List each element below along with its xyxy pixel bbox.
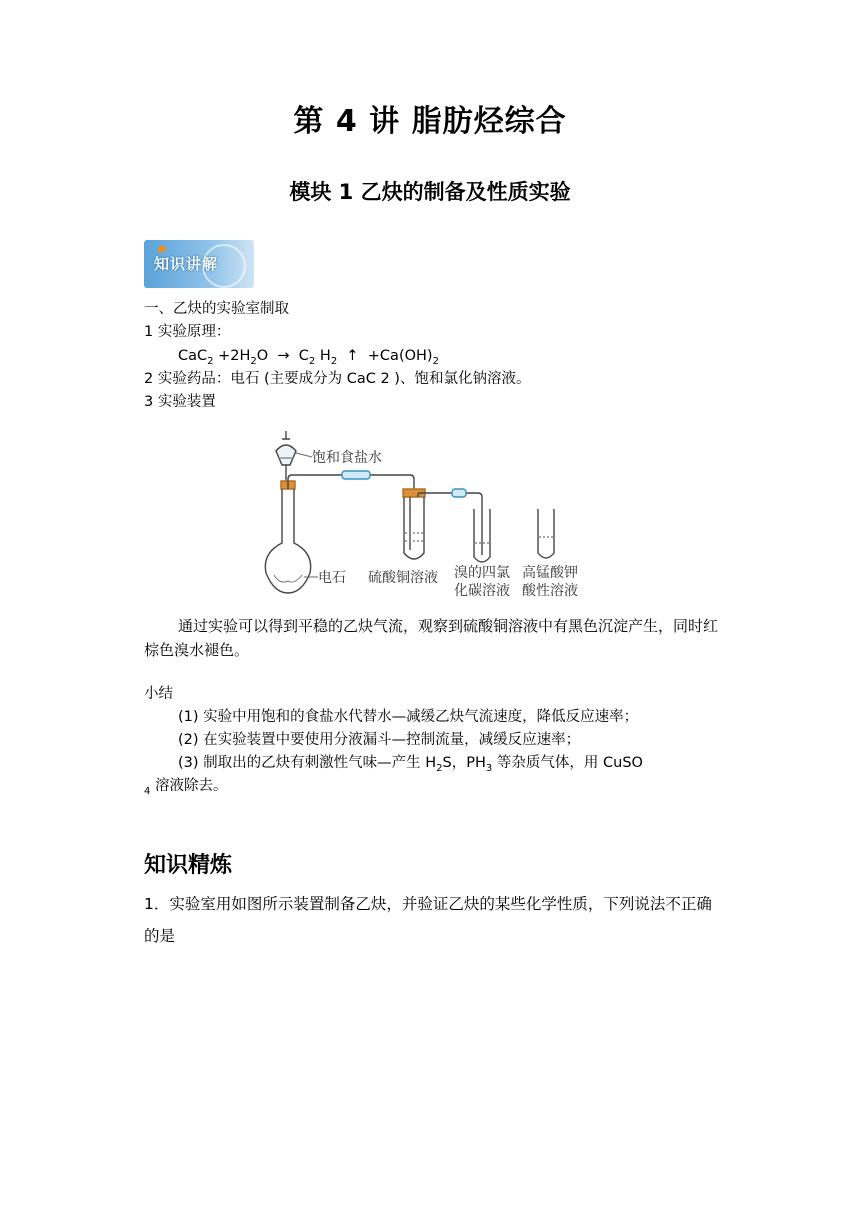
label-funnel: 饱和食盐水 bbox=[312, 450, 382, 466]
eq-reactant2-tail: O bbox=[256, 348, 269, 364]
summary-heading: 小结 bbox=[144, 686, 173, 702]
question-1: 1．实验室用如图所示装置制备乙炔，并验证乙炔的某些化学性质，下列说法不正确的是 bbox=[144, 895, 712, 945]
knowledge-badge bbox=[144, 240, 254, 288]
module-title: 模块 1 乙炔的制备及性质实验 bbox=[289, 180, 571, 204]
eq-arrow: → bbox=[277, 348, 290, 364]
principle-label: 1 实验原理： bbox=[144, 324, 231, 340]
label-tube2-line1: 溴的四氯 bbox=[454, 565, 510, 581]
eq-sub: 2 bbox=[250, 355, 257, 367]
eq-sub: 2 bbox=[308, 355, 316, 367]
eq-sub: 2 bbox=[330, 355, 338, 367]
label-tube3-line1: 高锰酸钾 bbox=[522, 565, 578, 581]
summary-item-1: (1) 实验中用饱和的食盐水代替水—减缓乙炔气流速度，降低反应速率； bbox=[178, 709, 639, 725]
summary-item-3-cont bbox=[144, 775, 227, 803]
eq-product1a: C bbox=[298, 348, 309, 364]
section2-heading: 知识精炼 bbox=[144, 853, 233, 878]
s3-part-d: 溶液除去。 bbox=[150, 778, 228, 794]
s3-part-a: (3) 制取出的乙炔有刺激性气味—产生 H bbox=[178, 755, 437, 771]
separatory-funnel bbox=[276, 445, 296, 465]
summary-item-2: (2) 在实验装置中要使用分液漏斗—控制流量，减缓反应速率； bbox=[178, 732, 581, 748]
label-carbide: 电石 bbox=[318, 570, 346, 586]
eq-gas-arrow: ↑ bbox=[346, 348, 359, 364]
round-bottom-flask bbox=[265, 489, 310, 593]
label-tube3-line2: 酸性溶液 bbox=[522, 583, 578, 599]
test-tube-1 bbox=[404, 497, 424, 559]
apparatus-diagram bbox=[260, 425, 590, 600]
section1-heading: 一、乙炔的实验室制取 bbox=[144, 301, 289, 317]
test-tube-3 bbox=[538, 509, 554, 558]
eq-reactant2: +2H bbox=[218, 348, 251, 364]
label-tube1: 硫酸铜溶液 bbox=[368, 570, 438, 586]
rubber-connector-1 bbox=[342, 471, 370, 479]
label-tube2-line2: 化碳溶液 bbox=[454, 583, 510, 599]
s3-sub: 3 bbox=[485, 762, 493, 774]
s3-part-c: 等杂质气体，用 CuSO bbox=[492, 755, 643, 771]
eq-reactant1: CaC bbox=[178, 348, 208, 364]
badge-label: 知识讲解 bbox=[154, 255, 219, 273]
observation-paragraph: 通过实验可以得到平稳的乙炔气流，观察到硫酸铜溶液中有黑色沉淀产生，同时红棕色溴水褪色。 bbox=[144, 617, 719, 659]
rubber-connector-2 bbox=[452, 489, 466, 497]
apparatus-label: 3 实验装置 bbox=[144, 394, 216, 410]
s3-sub: 2 bbox=[436, 762, 443, 774]
summary-item-3 bbox=[178, 752, 643, 780]
page-title: 第 4 讲 脂肪烃综合 bbox=[293, 104, 567, 139]
reagents-line: 2 实验药品：电石 (主要成分为 CaC 2 )、饱和氯化钠溶液。 bbox=[144, 371, 531, 387]
s3-sub: 4 bbox=[144, 785, 151, 797]
eq-product2: +Ca(OH) bbox=[367, 348, 433, 364]
eq-sub: 2 bbox=[207, 355, 214, 367]
funnel-stopper bbox=[282, 431, 290, 439]
s3-part-b: S，PH bbox=[442, 755, 486, 771]
eq-product1b: H bbox=[319, 348, 331, 364]
eq-sub: 2 bbox=[432, 355, 439, 367]
